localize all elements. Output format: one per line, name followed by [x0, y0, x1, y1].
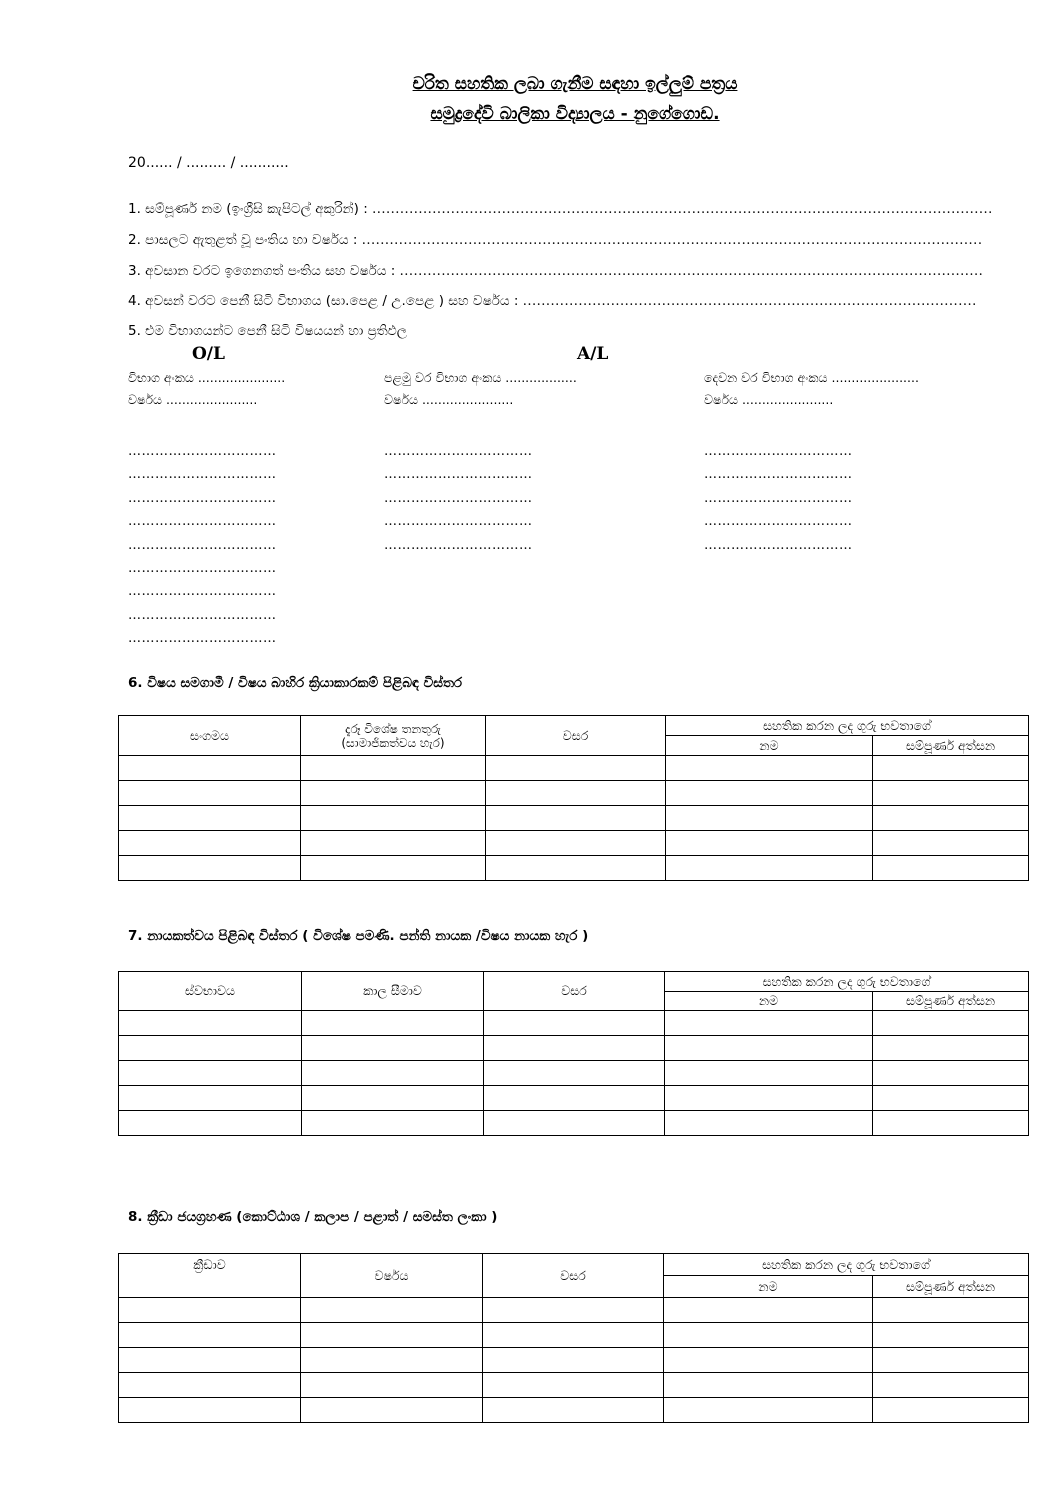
table-cell[interactable]: [483, 1323, 664, 1348]
header-certifying-teacher: සහතික කරන ලද ගුරු භවතාගේ: [666, 716, 1029, 736]
question-full-name: 1. සම්පූර්ණ නම (ඉංග්‍රීසි කැපිටල් අකුරින්) : ......................................................................................................................................: [128, 201, 993, 217]
table-cell[interactable]: [484, 1036, 665, 1061]
section6-title: 6. විෂය සමගාමී / විෂය බාහිර ක්‍රියාකාරකම් පිළිබඳ විස්තර: [128, 675, 463, 691]
table-row: [119, 781, 1029, 806]
table-cell[interactable]: [119, 1323, 301, 1348]
table-cell[interactable]: [486, 781, 666, 806]
header-teacher-name: නම: [666, 736, 873, 756]
table-cell[interactable]: [486, 806, 666, 831]
table-row: [119, 1036, 1029, 1061]
table-cell[interactable]: [483, 1398, 664, 1423]
table-row: [119, 1348, 1029, 1373]
table-cell[interactable]: [302, 1011, 484, 1036]
table-cell[interactable]: [301, 1298, 483, 1323]
ol-index-field[interactable]: විභාග අංකය ......................: [128, 370, 286, 385]
table-cell[interactable]: [873, 856, 1029, 881]
section6-table: [118, 715, 1029, 881]
table-cell[interactable]: [664, 1398, 873, 1423]
section7-title: 7. නායකත්වය පිළිබඳ විස්තර ( විශේෂ පමණි. පන්ති නායක /විෂය නායක හැර ): [128, 928, 589, 944]
table-row: [119, 1373, 1029, 1398]
table-cell[interactable]: [301, 831, 486, 856]
table-cell[interactable]: [665, 1111, 873, 1136]
table-cell[interactable]: [119, 1348, 301, 1373]
header-teacher-name: නම: [664, 1276, 873, 1298]
table-cell[interactable]: [119, 1011, 302, 1036]
al2-index-field[interactable]: දෙවන වර විභාග අංකය ......................: [704, 370, 919, 385]
table-cell[interactable]: [873, 1086, 1029, 1111]
table-cell[interactable]: [666, 856, 873, 881]
table-cell[interactable]: [665, 1086, 873, 1111]
question-admission-grade: 2. පාසලට ඇතුළත් වූ පංතිය හා වර්ෂය : ......................................................................................................................................: [128, 232, 983, 248]
table-cell[interactable]: [484, 1011, 665, 1036]
ol-subject-line[interactable]: ……………………………: [128, 607, 277, 623]
section8-title: 8. ක්‍රීඩා ජයග්‍රහණ (කොට්ඨාශ / කලාප / පළාත් / සමස්ත ලංකා ): [128, 1209, 498, 1225]
table-cell[interactable]: [873, 1373, 1029, 1398]
ol-subject-line[interactable]: ……………………………: [128, 444, 277, 459]
header-certifying-teacher: සහතික කරන ලද ගුරු භවතාගේ: [665, 972, 1029, 992]
al2-year-field[interactable]: වර්ෂය .......................: [704, 392, 834, 407]
table-cell[interactable]: [483, 1348, 664, 1373]
table-row: [119, 1323, 1029, 1348]
table-row: [119, 1086, 1029, 1111]
table-cell[interactable]: [119, 1061, 302, 1086]
table-cell[interactable]: [301, 856, 486, 881]
full-name-field[interactable]: ......................................................................................................................................: [372, 202, 993, 217]
table-cell[interactable]: [666, 831, 873, 856]
header-year-a: වර්ෂය: [301, 1254, 483, 1298]
table-cell[interactable]: [483, 1373, 664, 1398]
table-cell[interactable]: [484, 1086, 665, 1111]
header-year: වසර: [486, 716, 666, 756]
header-year: වසර: [484, 972, 665, 1011]
table-cell[interactable]: [873, 831, 1029, 856]
al-heading: A/L: [577, 344, 609, 364]
table-cell[interactable]: [302, 1086, 484, 1111]
table-cell[interactable]: [119, 856, 301, 881]
table-cell[interactable]: [302, 1111, 484, 1136]
table-row: [119, 756, 1029, 781]
table-cell[interactable]: [664, 1298, 873, 1323]
al1-subject-line[interactable]: ……………………………: [384, 444, 533, 459]
table-cell[interactable]: [873, 806, 1029, 831]
table-cell[interactable]: [119, 756, 301, 781]
table-cell[interactable]: [666, 756, 873, 781]
table-cell[interactable]: [873, 756, 1029, 781]
school-name: සමුද්‍රදේවි බාලිකා විද්‍යාලය - නුගේගොඩ.: [430, 104, 720, 124]
table-cell[interactable]: [119, 831, 301, 856]
al1-subject-line[interactable]: ……………………………: [384, 514, 533, 530]
table-row: [119, 1061, 1029, 1086]
header-teacher-signature: සම්පූර්ණ අත්සන: [873, 992, 1029, 1011]
al2-subject-line[interactable]: ……………………………: [704, 444, 853, 459]
table-cell[interactable]: [301, 781, 486, 806]
table-cell[interactable]: [873, 1061, 1029, 1086]
table-cell[interactable]: [119, 1036, 302, 1061]
al2-subject-line[interactable]: ……………………………: [704, 467, 853, 483]
table-cell[interactable]: [873, 1011, 1029, 1036]
table-cell[interactable]: [873, 1323, 1029, 1348]
ol-subject-line[interactable]: ……………………………: [128, 631, 277, 647]
ol-subject-line[interactable]: ……………………………: [128, 561, 277, 576]
al1-index-field[interactable]: පළමු වර විභාග අංකය ..................: [384, 370, 577, 385]
admission-grade-field[interactable]: ......................................................................................................................................: [361, 233, 983, 248]
date-line[interactable]: 20...... / ......... / ...........: [128, 155, 289, 171]
table-cell[interactable]: [665, 1036, 873, 1061]
table-cell[interactable]: [483, 1298, 664, 1323]
table-cell[interactable]: [665, 1061, 873, 1086]
table-cell[interactable]: [119, 1298, 301, 1323]
header-teacher-signature: සම්පූර්ණ අත්සන: [873, 736, 1029, 756]
table-row: [119, 856, 1029, 881]
question-last-grade: 3. අවසාන වරට ඉගෙනගත් පංතිය සහ වර්ෂය : ..............................................................................................................................: [128, 263, 984, 279]
section8-table: [118, 1253, 1029, 1423]
table-cell[interactable]: [873, 781, 1029, 806]
al1-year-field[interactable]: වර්ෂය .......................: [384, 392, 514, 407]
table-cell[interactable]: [484, 1061, 665, 1086]
al2-subject-line[interactable]: ……………………………: [704, 514, 853, 530]
header-society: සංගමය: [119, 716, 301, 756]
table-row: [119, 1398, 1029, 1423]
al1-subject-line[interactable]: ……………………………: [384, 537, 533, 553]
table-cell[interactable]: [484, 1111, 665, 1136]
header-teacher-signature: සම්පූර්ණ අත්සන: [873, 1276, 1029, 1298]
table-row: [119, 1298, 1029, 1323]
form-title: චරිත සහතික ලබා ගැනීම සඳහා ඉල්ලුම් පත්‍රය: [412, 74, 738, 94]
ol-subject-line[interactable]: ……………………………: [128, 490, 277, 506]
table-cell[interactable]: [666, 806, 873, 831]
al2-subject-line[interactable]: ……………………………: [704, 490, 853, 506]
table-cell[interactable]: [301, 756, 486, 781]
table-cell[interactable]: [301, 1348, 483, 1373]
ol-subject-line[interactable]: ……………………………: [128, 537, 277, 553]
table-cell[interactable]: [873, 1348, 1029, 1373]
header-year-b: වසර: [483, 1254, 664, 1298]
table-row: [119, 1011, 1029, 1036]
ol-subject-line[interactable]: ……………………………: [128, 467, 277, 483]
table-cell[interactable]: [301, 1323, 483, 1348]
table-cell[interactable]: [119, 1086, 302, 1111]
table-row: [119, 831, 1029, 856]
ol-year-field[interactable]: වර්ෂය .......................: [128, 392, 258, 407]
header-positions: දැරූ විශේෂ තනතුරු (සාමාජිකත්වය හැර): [301, 716, 486, 756]
table-cell[interactable]: [119, 1398, 301, 1423]
table-cell[interactable]: [664, 1373, 873, 1398]
table-cell[interactable]: [873, 1036, 1029, 1061]
table-cell[interactable]: [665, 1011, 873, 1036]
last-exam-field[interactable]: ..................................................................................................: [522, 294, 977, 309]
table-row: [119, 1111, 1029, 1136]
al1-subject-line[interactable]: ……………………………: [384, 490, 533, 506]
table-cell[interactable]: [486, 856, 666, 881]
table-cell[interactable]: [664, 1323, 873, 1348]
section7-table: [118, 971, 1029, 1136]
header-sport: ක්‍රීඩාව: [119, 1254, 301, 1298]
table-cell[interactable]: [302, 1036, 484, 1061]
table-cell[interactable]: [873, 1111, 1029, 1136]
table-cell[interactable]: [664, 1348, 873, 1373]
table-cell[interactable]: [119, 806, 301, 831]
question-last-exam: 4. අවසන් වරට පෙනී සිටි විභාගය (සා.පෙළ / උ.පෙළ ) සහ වර්ෂය : ..................................................................................................: [128, 293, 977, 309]
al1-subject-line[interactable]: ……………………………: [384, 467, 533, 483]
ol-heading: O/L: [192, 344, 225, 364]
table-row: [119, 806, 1029, 831]
header-period: කාල සීමාව: [302, 972, 484, 1011]
ol-subject-line[interactable]: ……………………………: [128, 514, 277, 530]
last-grade-field[interactable]: ..............................................................................................................................: [399, 264, 984, 279]
header-nature: ස්වභාවය: [119, 972, 302, 1011]
table-cell[interactable]: [873, 1398, 1029, 1423]
header-teacher-name: නම: [665, 992, 873, 1011]
header-certifying-teacher: සහතික කරන ලද ගුරු භවතාගේ: [664, 1254, 1029, 1276]
table-cell[interactable]: [486, 831, 666, 856]
table-cell[interactable]: [873, 1298, 1029, 1323]
table-cell[interactable]: [666, 781, 873, 806]
table-cell[interactable]: [119, 781, 301, 806]
table-cell[interactable]: [486, 756, 666, 781]
table-cell[interactable]: [301, 1398, 483, 1423]
al2-subject-line[interactable]: ……………………………: [704, 537, 853, 553]
table-cell[interactable]: [301, 806, 486, 831]
ol-subject-line[interactable]: ……………………………: [128, 584, 277, 600]
table-cell[interactable]: [119, 1373, 301, 1398]
table-cell[interactable]: [302, 1061, 484, 1086]
table-cell[interactable]: [119, 1111, 302, 1136]
table-cell[interactable]: [301, 1373, 483, 1398]
question-exam-subjects: 5. එම විභාගයන්ට පෙනී සිටි විෂයයන් හා ප්‍රතිඵල: [128, 323, 408, 339]
